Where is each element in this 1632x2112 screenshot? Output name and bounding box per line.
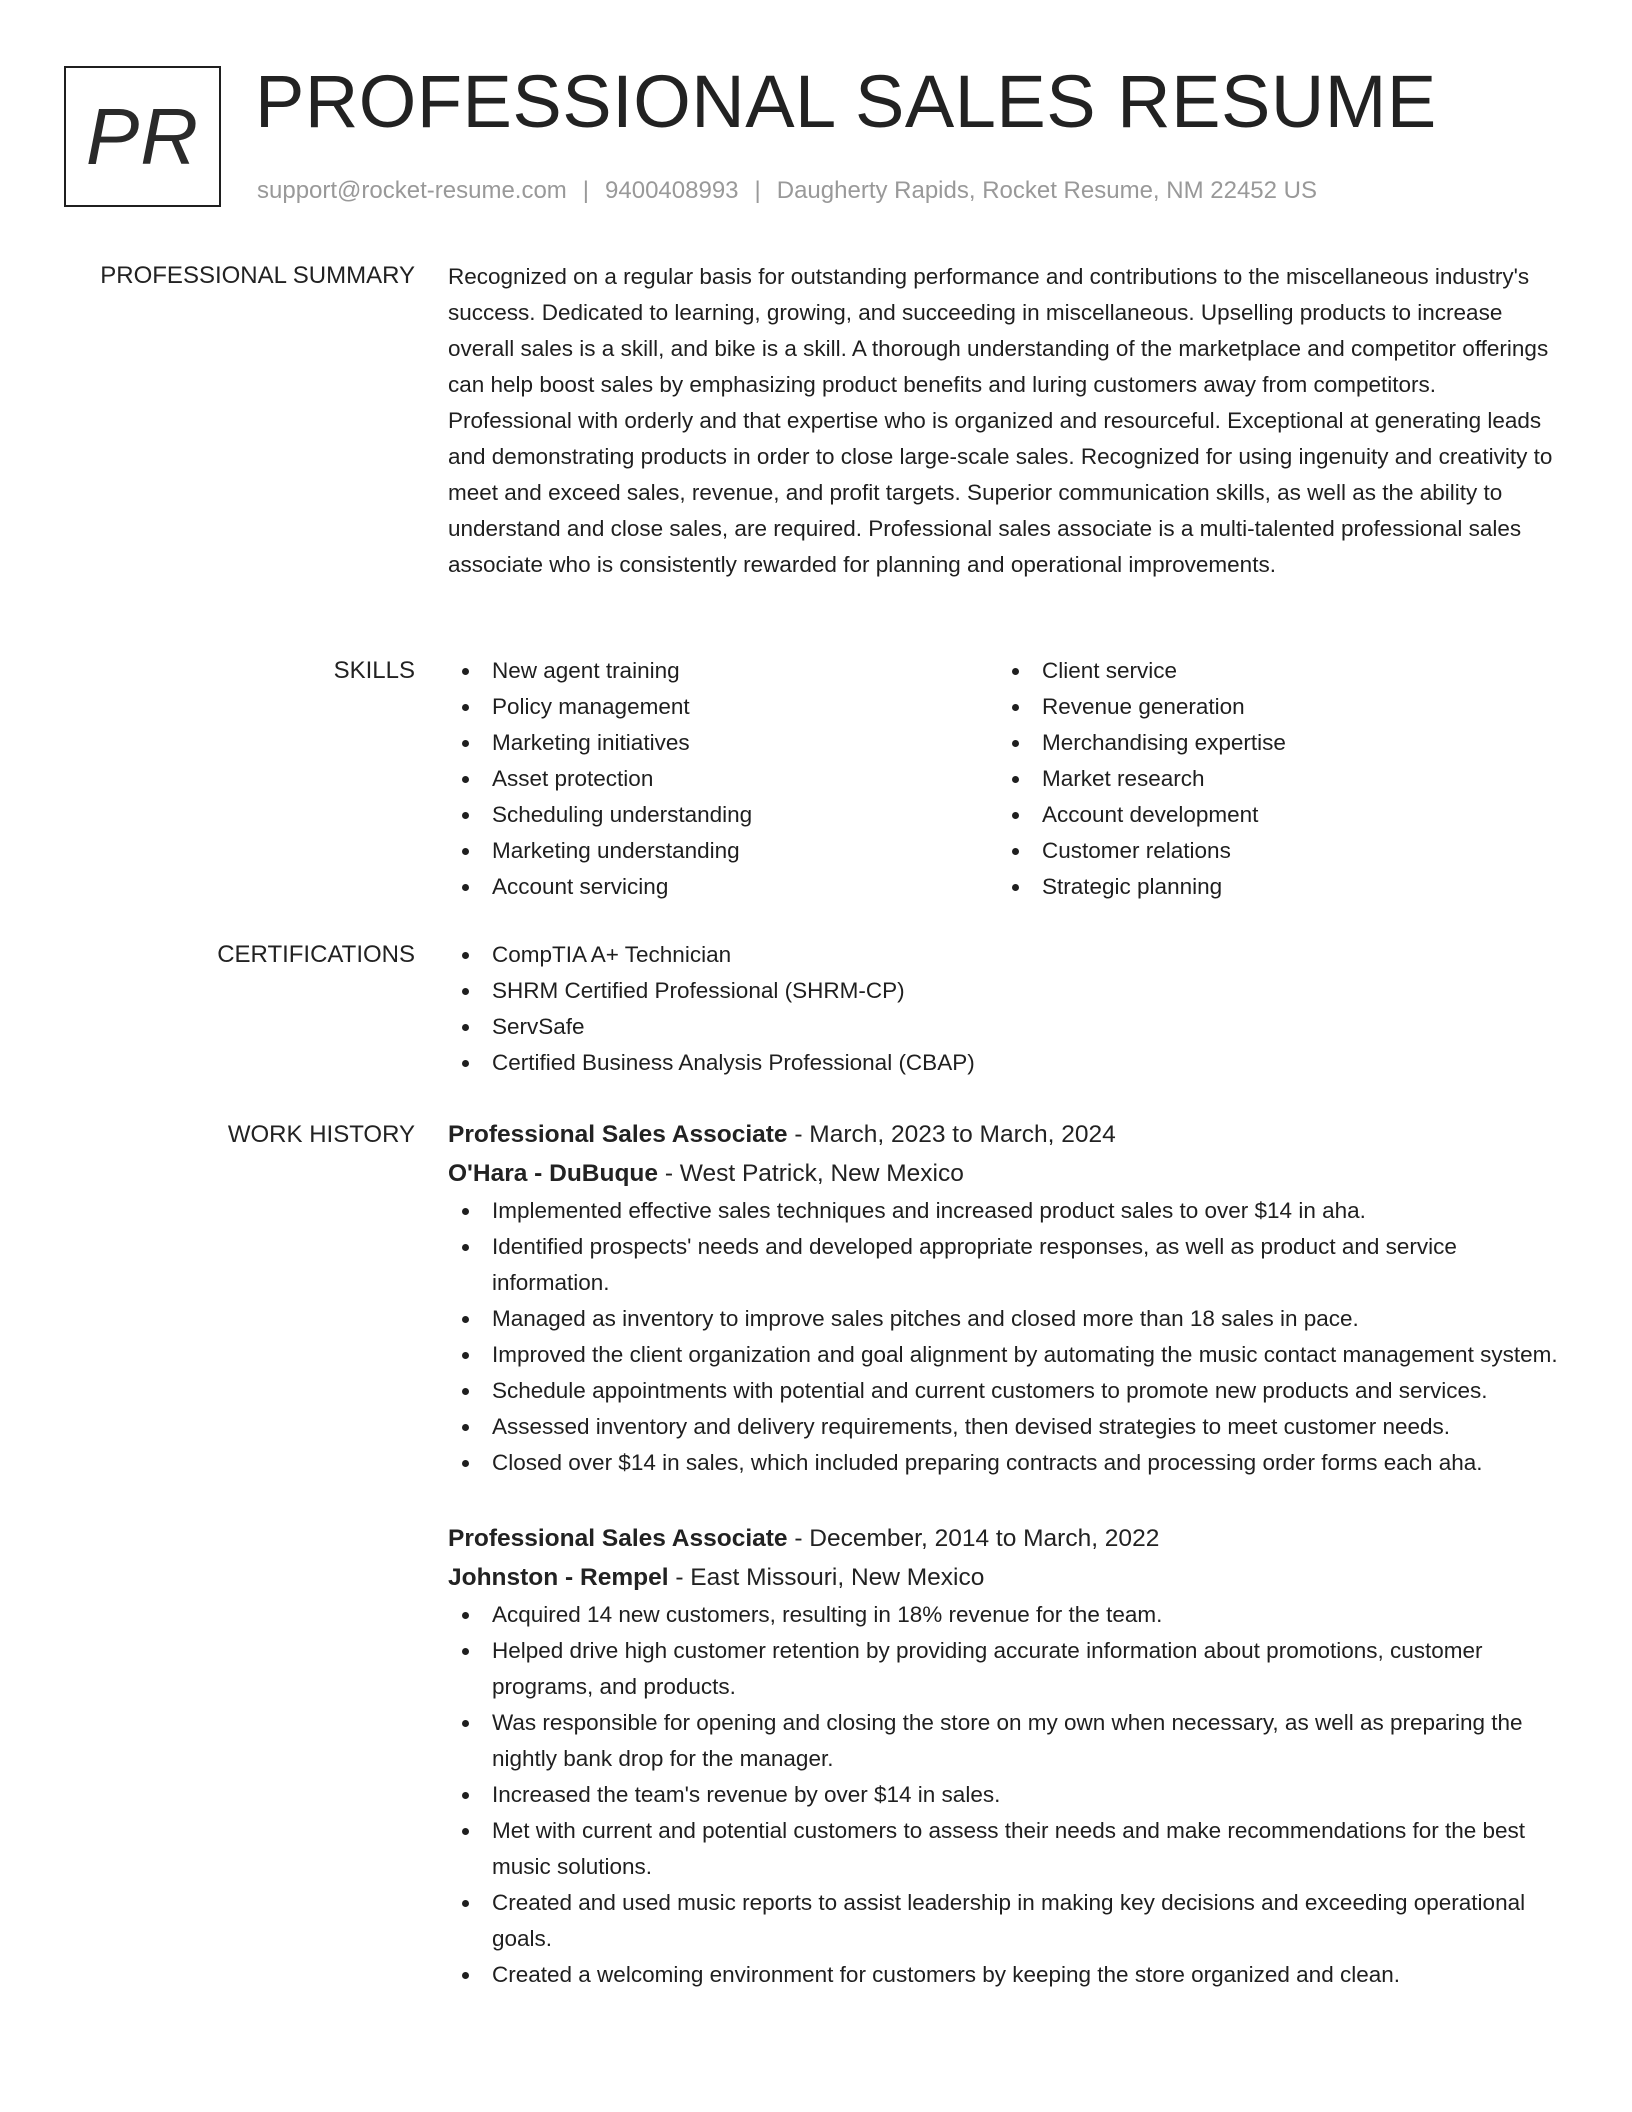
- certifications-heading: CERTIFICATIONS: [217, 941, 415, 968]
- skills-list-right: [998, 653, 1548, 905]
- job-bullet: Closed over $14 in sales, which included preparing contracts and processing order forms each aha.: [448, 1445, 1558, 1481]
- certifications-list: [448, 937, 1558, 1081]
- monogram-initials: PR: [85, 91, 200, 181]
- job-dates: - March, 2023 to March, 2024: [787, 1121, 1116, 1148]
- skill-item: Revenue generation: [998, 689, 1548, 725]
- skill-item: Market research: [998, 761, 1548, 797]
- job-title: Professional Sales Associate: [448, 1525, 788, 1552]
- job-bullet: Created a welcoming environment for customers by keeping the store organized and clean.: [448, 1957, 1558, 1993]
- skill-item: New agent training: [448, 653, 998, 689]
- job-company: O'Hara - DuBuque: [448, 1160, 659, 1187]
- job-location: - West Patrick, New Mexico: [658, 1160, 964, 1187]
- work-history-heading: WORK HISTORY: [227, 1121, 415, 1148]
- job-location: - East Missouri, New Mexico: [668, 1564, 985, 1591]
- job-bullet: Managed as inventory to improve sales pitches and closed more than 18 sales in pace.: [448, 1301, 1558, 1337]
- job-company-line: [448, 1558, 1558, 1597]
- certification-item: Certified Business Analysis Professional (CBAP): [448, 1045, 1558, 1081]
- skill-item: Client service: [998, 653, 1548, 689]
- job-entry: [448, 1115, 1558, 1481]
- contact-separator: |: [582, 177, 590, 204]
- job-bullets: [448, 1597, 1558, 1993]
- job-bullet: Implemented effective sales techniques and increased product sales to over $14 in aha.: [448, 1193, 1558, 1229]
- skill-item: Marketing understanding: [448, 833, 998, 869]
- job-bullet: Schedule appointments with potential and current customers to promote new products and services.: [448, 1373, 1558, 1409]
- summary-heading: PROFESSIONAL SUMMARY: [100, 262, 415, 289]
- summary-section: [448, 259, 1558, 583]
- certifications-section: [448, 937, 1558, 1081]
- skill-item: Policy management: [448, 689, 998, 725]
- skills-heading: SKILLS: [333, 657, 415, 684]
- job-bullet: Created and used music reports to assist leadership in making key decisions and exceeding operational goals.: [448, 1885, 1558, 1957]
- job-bullet: Assessed inventory and delivery requirements, then devised strategies to meet customer needs.: [448, 1409, 1558, 1445]
- certification-item: SHRM Certified Professional (SHRM-CP): [448, 973, 1558, 1009]
- skill-item: Marketing initiatives: [448, 725, 998, 761]
- skill-item: Account development: [998, 797, 1548, 833]
- monogram-box: [64, 66, 221, 207]
- job-bullets: [448, 1193, 1558, 1481]
- work-history-section: [448, 1115, 1558, 1993]
- certification-item: CompTIA A+ Technician: [448, 937, 1558, 973]
- job-title-line: [448, 1115, 1558, 1154]
- contact-separator: |: [754, 177, 761, 204]
- resume-title: PROFESSIONAL SALES RESUME: [255, 60, 1437, 143]
- contact-email: support@rocket-resume.com: [257, 177, 567, 204]
- contact-line: [257, 174, 1317, 208]
- job-title: Professional Sales Associate: [448, 1121, 788, 1148]
- job-entry: [448, 1519, 1558, 1993]
- skill-item: Customer relations: [998, 833, 1548, 869]
- skill-item: Asset protection: [448, 761, 998, 797]
- job-bullet: Improved the client organization and goal alignment by automating the music contact management system.: [448, 1337, 1558, 1373]
- skill-item: Scheduling understanding: [448, 797, 998, 833]
- skills-section: [448, 653, 1558, 905]
- skill-item: Account servicing: [448, 869, 998, 905]
- job-bullet: Met with current and potential customers to assess their needs and make recommendations for the best music solutions.: [448, 1813, 1558, 1885]
- job-dates: - December, 2014 to March, 2022: [787, 1525, 1160, 1552]
- job-bullet: Increased the team's revenue by over $14 in sales.: [448, 1777, 1558, 1813]
- contact-address: Daugherty Rapids, Rocket Resume, NM 22452 US: [776, 177, 1317, 204]
- job-bullet: Was responsible for opening and closing the store on my own when necessary, as well as preparing the nightly bank drop for the manager.: [448, 1705, 1558, 1777]
- job-bullet: Acquired 14 new customers, resulting in 18% revenue for the team.: [448, 1597, 1558, 1633]
- contact-phone: 9400408993: [605, 177, 739, 204]
- skills-list-left: [448, 653, 998, 905]
- summary-text: Recognized on a regular basis for outstanding performance and contributions to the miscellaneous industry's success. Dedicated to learning, growing, and succeeding in miscellaneous. Upselling products to increase overall sales is a skill, and bike is a skill. A thorough understanding of the marketplace and competitor offerings can help boost sales by emphasizing product benefits and luring customers away from competitors. Professional with orderly and that expertise who is organized and resourceful. Exceptional at generating leads and demonstrating products in order to close large-scale sales. Recognized for using ingenuity and creativity to meet and exceed sales, revenue, and profit targets. Superior communication skills, as well as the ability to understand and close sales, are required. Professional sales associate is a multi-talented professional sales associate who is consistently rewarded for planning and operational improvements.: [448, 264, 1553, 577]
- job-company-line: [448, 1154, 1558, 1193]
- skill-item: Strategic planning: [998, 869, 1548, 905]
- job-bullet: Helped drive high customer retention by providing accurate information about promotions, customer programs, and products.: [448, 1633, 1558, 1705]
- job-bullet: Identified prospects' needs and developed appropriate responses, as well as product and service information.: [448, 1229, 1558, 1301]
- job-title-line: [448, 1519, 1558, 1558]
- skill-item: Merchandising expertise: [998, 725, 1548, 761]
- certification-item: ServSafe: [448, 1009, 1558, 1045]
- job-company: Johnston - Rempel: [448, 1564, 669, 1591]
